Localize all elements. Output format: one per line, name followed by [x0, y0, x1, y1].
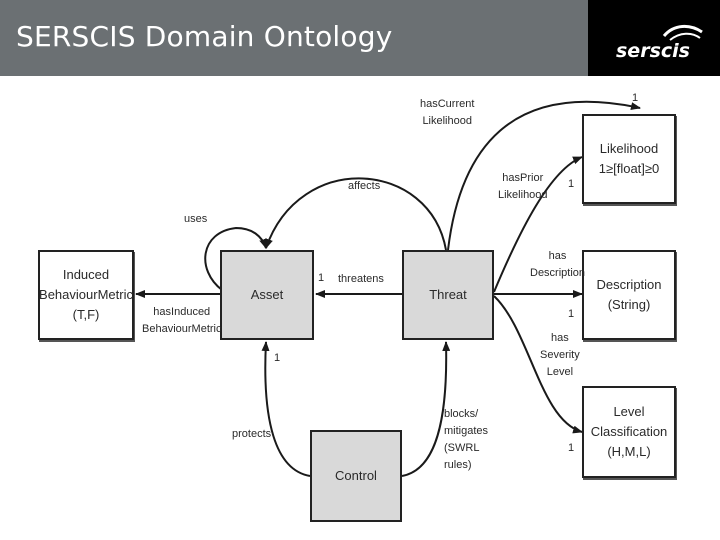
- label-affects: affects: [348, 180, 381, 192]
- node-likelihood: [582, 114, 676, 204]
- label-blocks-line4: rules): [444, 459, 472, 472]
- node-likelihood-line2: 1≥[float]≥0: [598, 161, 660, 176]
- edge-blocks-mitigates: [402, 342, 446, 476]
- cardinality-has-description: 1: [568, 308, 575, 320]
- label-has-sev-line1: has: [551, 332, 569, 344]
- slide-title: SERSCIS Domain Ontology: [16, 20, 393, 53]
- label-has-prior-line1: hasPrior: [502, 172, 544, 184]
- label-has-desc-line2: Description: [530, 267, 586, 280]
- label-blocks-line2: mitigates: [444, 425, 489, 438]
- node-level-classification: [582, 386, 676, 478]
- node-description: [582, 250, 676, 340]
- node-induced-line3: (T,F): [72, 307, 100, 323]
- cardinality-has-prior: 1: [568, 178, 575, 190]
- label-has-prior: [498, 170, 548, 204]
- cardinality-threatens: 1: [318, 272, 325, 284]
- label-has-current-line2: Likelihood: [422, 115, 472, 128]
- label-blocks-mitigates: [444, 406, 488, 474]
- label-blocks-line1: blocks/: [444, 408, 479, 420]
- label-threatens: threatens: [338, 273, 384, 285]
- label-has-description: [530, 248, 585, 282]
- cardinality-protects: 1: [274, 352, 281, 364]
- node-level-line3: (H,M,L): [607, 444, 651, 460]
- node-induced-line2: BehaviourMetric: [39, 286, 133, 302]
- node-level-line1: Level: [613, 403, 645, 419]
- node-threat: [402, 250, 494, 340]
- node-description-line2: (String): [607, 297, 651, 312]
- node-control-label: Control: [335, 467, 377, 483]
- node-level-line2: Classification: [590, 423, 668, 439]
- label-has-sev-line3: Level: [546, 366, 574, 379]
- label-has-induced: [142, 304, 221, 338]
- label-protects: protects: [232, 428, 272, 440]
- edge-protects: [265, 342, 310, 476]
- node-description-line1: Description: [596, 276, 662, 292]
- label-has-induced-line1: hasInduced: [153, 306, 211, 318]
- label-has-sev-line2: Severity: [540, 349, 580, 362]
- node-asset: [220, 250, 314, 340]
- node-induced-line1: Induced: [62, 266, 110, 282]
- node-asset-label: Asset: [250, 286, 284, 302]
- label-has-current-line1: hasCurrent: [420, 98, 475, 110]
- label-has-current: [420, 96, 474, 130]
- label-has-prior-line2: Likelihood: [498, 189, 548, 202]
- label-has-severity: [540, 330, 580, 381]
- cardinality-has-severity: 1: [568, 442, 575, 454]
- node-likelihood-line1: Likelihood: [599, 140, 659, 156]
- cardinality-has-current: 1: [632, 92, 639, 104]
- node-induced-behaviour-metric: [38, 250, 134, 340]
- label-has-induced-line2: BehaviourMetric: [142, 323, 222, 336]
- label-has-desc-line1: has: [548, 250, 567, 262]
- node-control: [310, 430, 402, 522]
- label-uses: uses: [184, 213, 208, 225]
- label-blocks-line3: (SWRL: [444, 442, 480, 455]
- node-threat-label: Threat: [429, 286, 467, 302]
- logo-text: serscis: [616, 40, 690, 62]
